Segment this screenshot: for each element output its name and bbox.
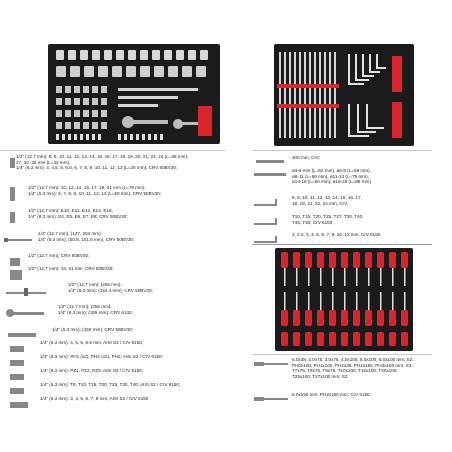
- ratchets: [122, 116, 208, 129]
- item-description: 1/4" (6.3 mm): PZ1, PZ2, PZ3; AISI S2 / CrV 6150;: [40, 368, 143, 373]
- bit-row: [56, 134, 163, 140]
- hex-key-icon: [252, 195, 292, 209]
- list-item: [252, 232, 452, 242]
- t-bar-icon: [4, 284, 52, 298]
- item-description: 1/2" (12.7 mm); (255 mm), 1/4" (6.3 mm); (152.4 mm); CRV 50BV30;: [68, 282, 153, 293]
- list-item: [252, 195, 452, 211]
- combination-wrench-icon: [252, 168, 292, 182]
- item-description: T10, T15, T20, T25, T27, T30, T40, T45, T50; CrV 6150;: [292, 214, 364, 225]
- hex-keys: [349, 54, 386, 136]
- item-description: 1/2" (12.7 mm); (255 mm), 1/4" (6.3 mm); (155 mm); CRV 6140;: [58, 304, 133, 315]
- screwdriver-row-1: [281, 252, 408, 286]
- socket-row-2: [56, 66, 206, 77]
- sockets-tray-illustration: [48, 44, 220, 144]
- extension-bars: [118, 88, 198, 107]
- ratchet-icon: [4, 306, 52, 320]
- item-description: 6.0x150 mm; PH2x150 mm; CrV 6150: [292, 392, 370, 397]
- divider: [252, 150, 432, 151]
- list-item: [0, 183, 225, 205]
- list-item: [0, 280, 225, 302]
- item-description: 1/2" (12.7 mm): 16, 21 mm; CRV 50BV30;: [28, 266, 114, 271]
- item-description: 1/2" (12.7 mm): 8, 9, 10, 11, 12, 13, 14, 15, 16, 17, 18, 19, 20, 21, 22, 24 (L=38 mm); 27, 30, 32 mm (L=42 mm), 1/4" (6.3 mm): 4, 4.5, 5, 5.5, 6, 7, 8, 9, 10, 11, 12, 13 (L=25 mm); CRV 50BV30;: [16, 154, 189, 171]
- item-description: 1/2" (12.7 mm): 10, 13, 14, 15, 17, 19, 21 mm (L=76 mm), 1/4" (6.3 mm): 6, 7, 8, 9, 10, 11, 12, 13 (L=50 mm); CRV 50BV30;: [28, 185, 162, 196]
- item-description: 1/2" (12.7 mm): E10, E11, E12, E14, E16, 1/4" (6.3 mm): E4, E5, E6, E7, E8; CRV 50BV30;: [28, 208, 128, 219]
- socket-row-1: [56, 50, 208, 60]
- wrenches-tray-illustration: [274, 44, 414, 146]
- item-description: 1/4" (6.3 mm): 4, 5, 5, 6.5 mm; AISI S2 / CrV 6150;: [40, 340, 144, 345]
- item-description: 1/4" (6.3 mm): 3, 4, 5, 6, 7, 8 mm; AISI S2 / CrV 6150: [40, 396, 149, 401]
- list-item: [0, 302, 225, 324]
- list-item: [0, 206, 225, 228]
- divider: [252, 244, 432, 245]
- torx-key-icon: [252, 214, 292, 228]
- item-description: 6.0x38, 2.0x75, 3.0x75, 4.0x100, 5.0x100, 6.0x100 mm; S2; PH0x100, PH1x100, PH2x38, PH2x150, PH3x150 mm; S2; T7x75, T8x75, T9x75, T10x100, T15x100, T20x100, T25x100, T27x100 mm; S2;: [292, 357, 414, 379]
- list-item: [0, 152, 225, 178]
- item-description: 8, 9, 10, 11, 12, 13, 14, 15, 16, 17, 18, 19, 21, 22, 24 mm; CrV;: [292, 195, 362, 206]
- screwdrivers-tray-photo: [275, 248, 413, 351]
- divider: [0, 150, 225, 151]
- divider: [252, 354, 432, 355]
- screwdriver-set-icon: [252, 357, 292, 371]
- item-description: 1/4" (6.3 mm); (150 mm); CRV 50BV30;: [52, 327, 133, 332]
- screwdrivers-tray-illustration: [275, 248, 413, 351]
- list-item: [0, 394, 225, 416]
- screwdriver-long-icon: [252, 392, 292, 406]
- combination-wrenches: [280, 52, 335, 138]
- list-item: [252, 155, 452, 167]
- list-item: [252, 392, 452, 402]
- item-description: 1/2" (12.7 mm); CRV 50BV30;: [28, 253, 90, 258]
- sockets-tray-photo: [48, 44, 220, 144]
- list-item: [0, 229, 225, 251]
- item-description: 1/4" (6.3 mm): PH1 (x2), PH2 (x2), PH3; AISI S2 / CrV 6150;: [40, 354, 163, 359]
- adjustable-wrench-icon: [252, 155, 292, 169]
- screwdriver-row-2: [281, 292, 408, 326]
- item-description: 200 mm; CrV;: [292, 155, 321, 160]
- item-description: ø3-6 mm (L=52 mm), ø6-8 (L=58 mm), ø8-11 (L=66 mm), ø11-14 (L=75 mm), ø14-18 (L=80 mm), ø18-25 (L=88 mm): [292, 168, 371, 185]
- key-holders: [392, 56, 402, 138]
- list-item: [252, 214, 452, 230]
- item-description: 2, 2.5, 3, 4, 5, 6, 7, 8, 10, 12 mm; CrV 6150: [292, 232, 381, 237]
- red-handle: [198, 106, 212, 136]
- small-socket-grid: [56, 86, 107, 129]
- list-item: [252, 357, 452, 381]
- wrenches-tray-photo: [274, 44, 414, 146]
- item-description: 1/2" (12.7 mm); (127, 254 mm), 1/4" (6.3 mm); (50.8, 101.6 mm); CRV 50BV30;: [38, 231, 135, 242]
- list-item: [252, 168, 452, 193]
- item-description: 1/4" (6.3 mm): T8, T10, T15, T20, T25, T30, T40; AISI S2 / CrV 6150;: [40, 382, 181, 387]
- screwdriver-row-3: [281, 332, 408, 346]
